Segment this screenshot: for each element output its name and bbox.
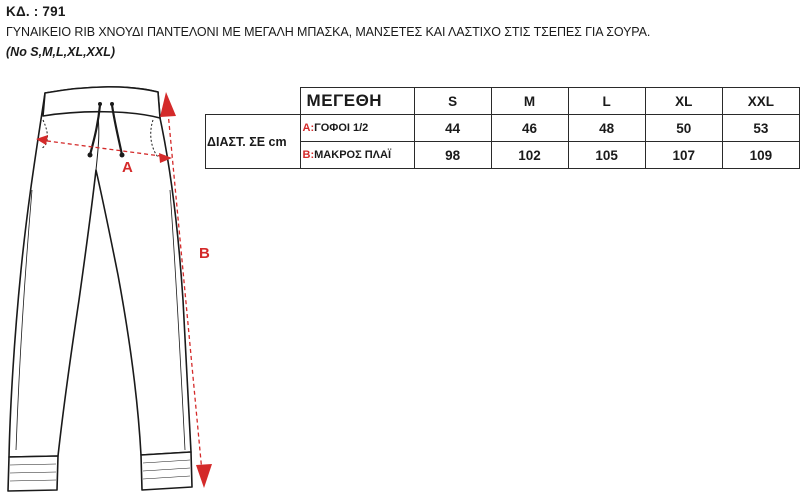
- size-header: XL: [645, 88, 722, 115]
- table-header-row: [206, 88, 800, 115]
- size-header: XXL: [722, 88, 799, 115]
- row-name: ΓΟΦΟΙ 1/2: [314, 122, 369, 134]
- trousers-outline: [9, 87, 191, 457]
- row-letter: A:: [302, 122, 315, 134]
- row-label-hips: [300, 115, 414, 142]
- measure-a-label: A: [122, 159, 133, 176]
- size-chart-table: [205, 87, 800, 169]
- table-cell: 48: [568, 115, 645, 142]
- size-header: S: [414, 88, 491, 115]
- left-cuff: [8, 456, 58, 491]
- product-code: ΚΔ. : 791: [6, 4, 66, 19]
- table-cell: 50: [645, 115, 722, 142]
- table-cell: 98: [414, 142, 491, 169]
- measure-b-label: B: [199, 245, 210, 262]
- row-letter: B:: [302, 149, 315, 161]
- measure-b-arrow-bottom: [196, 464, 212, 488]
- available-sizes-note: (No S,M,L,XL,XXL): [6, 45, 116, 59]
- table-cell: 44: [414, 115, 491, 142]
- right-cuff: [141, 452, 192, 490]
- table-cell: 102: [491, 142, 568, 169]
- size-header: M: [491, 88, 568, 115]
- size-header: L: [568, 88, 645, 115]
- sizes-title: ΜΕΓΕΘΗ: [300, 88, 414, 115]
- table-cell: 53: [722, 115, 799, 142]
- table-cell: 109: [722, 142, 799, 169]
- table-cell: 46: [491, 115, 568, 142]
- measure-b-arrow-top: [160, 92, 176, 117]
- table-cell: 105: [568, 142, 645, 169]
- table-row: [206, 115, 800, 142]
- dimension-unit-label: ΔΙΑΣΤ. ΣΕ cm: [206, 115, 301, 169]
- row-label-side-length: [300, 142, 414, 169]
- row-name: ΜΑΚΡΟΣ ΠΛΑΪ: [314, 149, 392, 161]
- product-description: ΓΥΝΑΙΚΕΙΟ RIB ΧΝΟΥΔΙ ΠΑΝΤΕΛΟΝΙ ΜΕ ΜΕΓΑΛΗ ΜΠΑΣΚΑ, ΜΑΝΣΕΤΕΣ ΚΑΙ ΛΑΣΤΙΧΟ ΣΤΙΣ ΤΣΕΠΕΣ ΓΙΑ ΣΟΥΡΑ.: [6, 25, 651, 39]
- table-cell: 107: [645, 142, 722, 169]
